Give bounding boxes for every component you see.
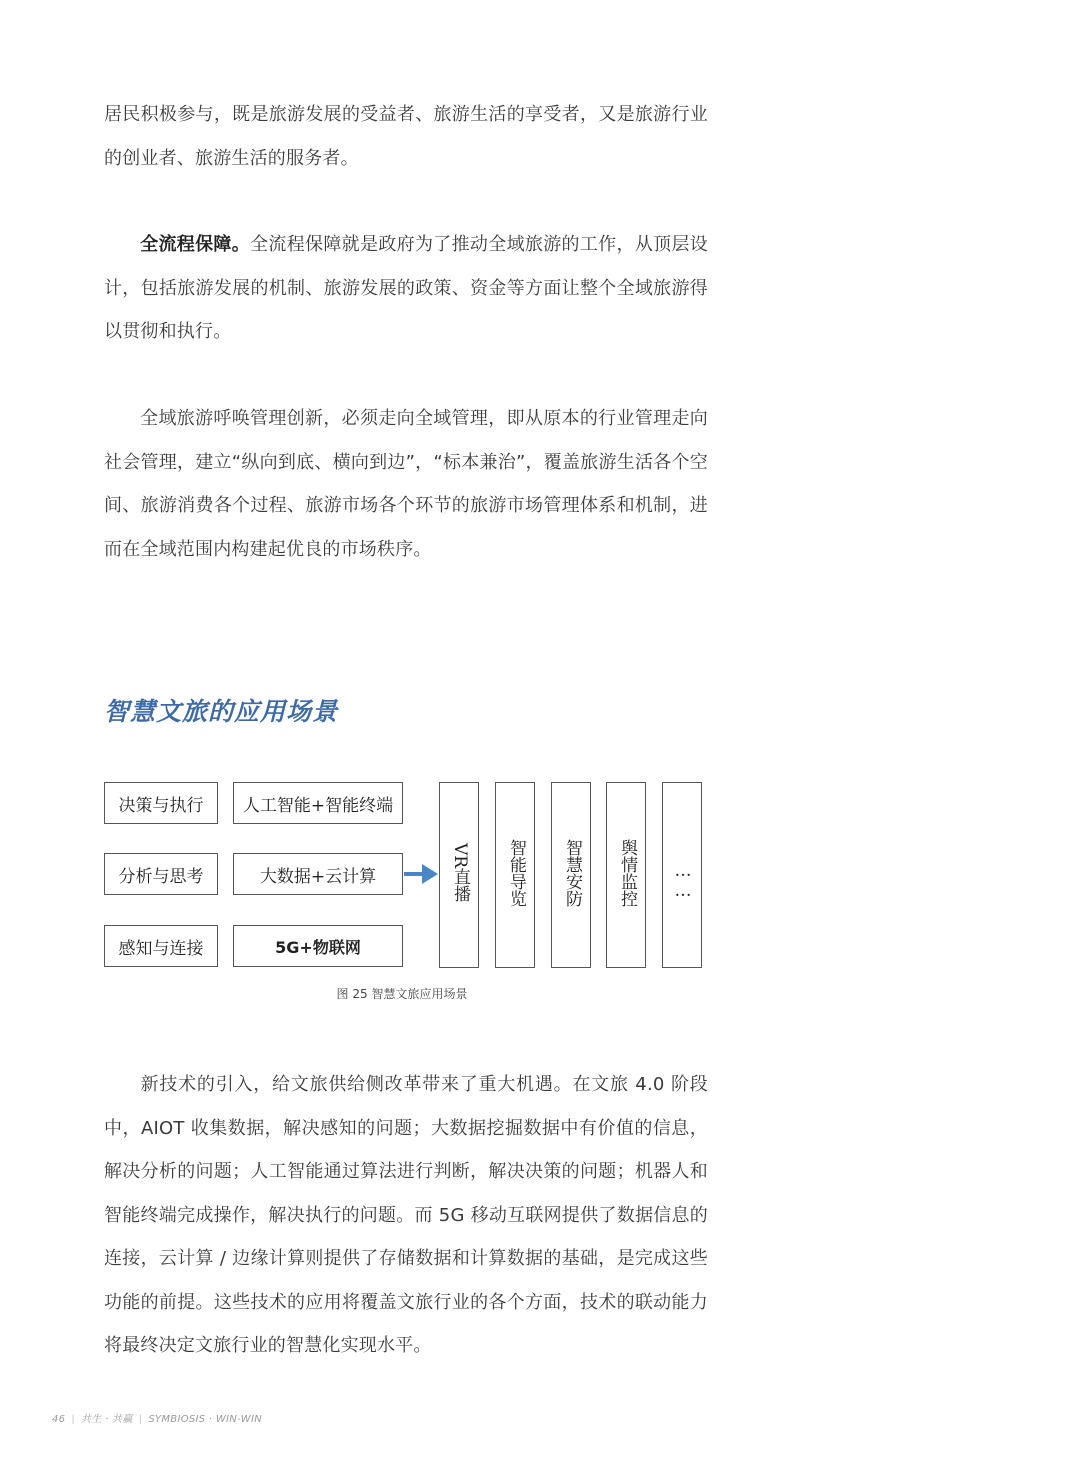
paragraph-new-tech — [104, 1063, 708, 1368]
diagram-box-public-opinion — [606, 782, 646, 968]
paragraph-text: 全流程保障就是政府为了推动全域旅游的工作，从顶层设计，包括旅游发展的机制、旅游发展的政策、资金等方面让整个全域旅游得以贯彻和执行。 — [104, 234, 708, 342]
diagram-box-bigdata-cloud: 大数据+云计算 — [233, 853, 403, 895]
diagram-box-vr-live — [439, 782, 479, 968]
diagram-box-smart-guide — [495, 782, 535, 968]
diagram-box-label: 智慧安防 — [562, 839, 582, 907]
paragraph-full-process — [104, 223, 708, 354]
section-title: 智慧文旅的应用场景 — [104, 697, 339, 726]
paragraph-text: 全域旅游呼唤管理创新，必须走向全域管理，即从原本的行业管理走向社会管理，建立“纵向到底、横向到边”，“标本兼治”，覆盖旅游生活各个空间、旅游消费各个过程、旅游市场各个环节的旅游市场管理体系和机制，进而在全域范围内构建起优良的市场秩序。 — [104, 408, 708, 560]
diagram-box-decision: 决策与执行 — [104, 782, 218, 824]
footer-title-cn: 共生 · 共赢 — [81, 1414, 133, 1425]
paragraph-residents — [104, 93, 708, 180]
paragraph-lead: 全流程保障。 — [140, 234, 251, 255]
diagram-box-analysis: 分析与思考 — [104, 853, 218, 895]
diagram-box-ai-terminal: 人工智能+智能终端 — [233, 782, 403, 824]
diagram-box-label: …… — [673, 861, 693, 901]
paragraph-management — [104, 397, 708, 571]
footer-title-en: SYMBIOSIS · WIN-WIN — [148, 1414, 263, 1425]
paragraph-text: 居民积极参与，既是旅游发展的受益者、旅游生活的享受者，又是旅游行业的创业者、旅游生活的服务者。 — [104, 104, 708, 169]
diagram-box-perception: 感知与连接 — [104, 925, 218, 967]
diagram-box-more — [662, 782, 702, 968]
page-footer — [52, 1410, 262, 1425]
page-number: 46 — [52, 1414, 66, 1425]
footer-divider: | — [71, 1414, 75, 1425]
diagram-box-5g-iot: 5G+物联网 — [233, 925, 403, 967]
footer-divider: | — [138, 1414, 143, 1425]
diagram-box-label: 智能导览 — [506, 839, 526, 907]
diagram-box-label: VR直播 — [450, 843, 470, 903]
arrow-right-icon — [404, 872, 426, 876]
paragraph-text: 新技术的引入，给文旅供给侧改革带来了重大机遇。在文旅 4.0 阶段中，AIOT 收集数据，解决感知的问题；大数据挖掘数据中有价值的信息，解决分析的问题；人工智能通过算法进行判断，解决决策的问题；机器人和智能终端完成操作，解决执行的问题。而 5G 移动互联网提供了数据信息的连接，云计算 / 边缘计算则提供了存储数据和计算数据的基础，是完成这些功能的前提。这些技术的应用将覆盖文旅行业的各个方面，技术的联动能力将最终决定文旅行业的智慧化实现水平。 — [104, 1074, 708, 1356]
figure-caption: 图 25 智慧文旅应用场景 — [336, 987, 468, 1001]
arrow-head-icon — [422, 864, 438, 884]
diagram-box-label: 舆情监控 — [617, 839, 637, 907]
diagram-box-smart-security — [551, 782, 591, 968]
